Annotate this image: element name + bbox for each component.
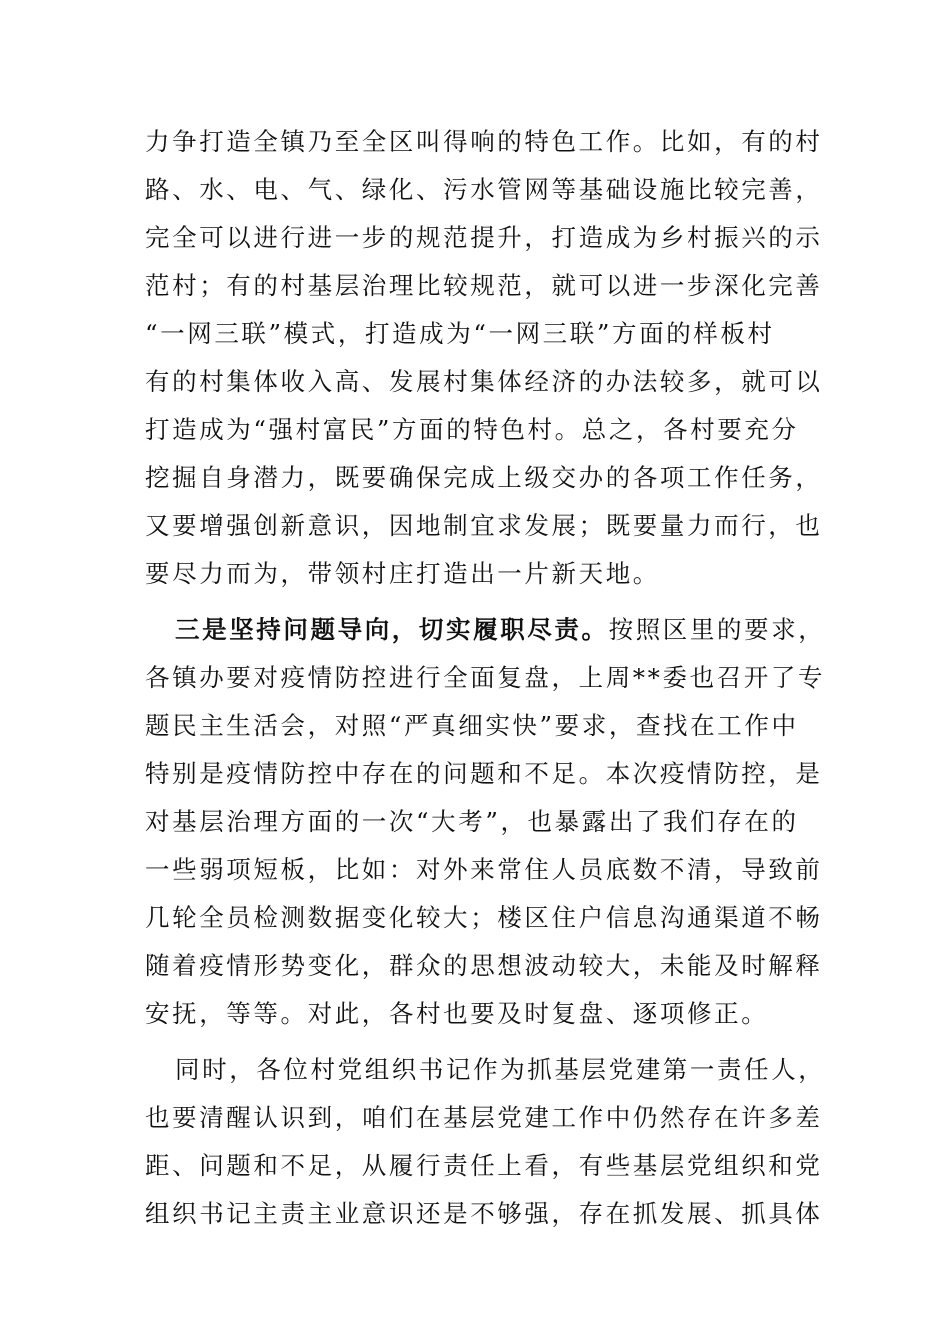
text-line: 特别是疫情防控中存在的问题和不足。本次疫情防控，是 <box>145 759 823 788</box>
paragraph-3 <box>145 1046 826 1238</box>
text-line: 随着疫情形势变化，群众的思想波动较大，未能及时解释 <box>145 951 823 980</box>
text-line: 安抚，等等。对此，各村也要及时复盘、逐项修正。 <box>145 999 769 1028</box>
text-line: 打造成为“强村富民”方面的特色村。总之，各村要充分 <box>145 415 799 444</box>
text-line: 几轮全员检测数据变化较大；楼区住户信息沟通渠道不畅 <box>145 903 823 932</box>
text-line: 范村；有的村基层治理比较规范，就可以进一步深化完善 <box>145 271 823 300</box>
text-line: 各镇办要对疫情防控进行全面复盘，上周**委也召开了专 <box>145 663 826 692</box>
text-line: 挖掘自身潜力，既要确保完成上级交办的各项工作任务， <box>145 463 823 492</box>
text-line: 题民主生活会，对照“严真细实快”要求，查找在工作中 <box>145 711 799 740</box>
text-line: 有的村集体收入高、发展村集体经济的办法较多，就可以 <box>145 367 823 396</box>
text-line: 力争打造全镇乃至全区叫得响的特色工作。比如，有的村 <box>145 127 823 156</box>
text-line: 要尽力而为，带领村庄打造出一片新天地。 <box>145 559 660 588</box>
paragraph-1 <box>145 118 823 598</box>
text-line: 又要增强创新意识，因地制宜求发展；既要量力而行，也 <box>145 511 823 540</box>
paragraph-first-line: 同时，各位村党组织书记作为抓基层党建第一责任人， <box>175 1055 826 1084</box>
text-line: 对基层治理方面的一次“大考”，也暴露出了我们存在的 <box>145 807 799 836</box>
paragraph-first-line <box>145 606 826 654</box>
text-line: 距、问题和不足，从履行责任上看，有些基层党组织和党 <box>145 1151 823 1180</box>
body-text <box>145 118 826 1238</box>
paragraph-2 <box>145 606 826 1038</box>
text-line: 也要清醒认识到，咱们在基层党建工作中仍然存在许多差 <box>145 1103 823 1132</box>
text-line: “一网三联”模式，打造成为“一网三联”方面的样板村 <box>145 319 775 348</box>
text-line: 组织书记主责主业意识还是不够强，存在抓发展、抓具体 <box>145 1199 823 1228</box>
text-line: 一些弱项短板，比如：对外来常住人员底数不清，导致前 <box>145 855 823 884</box>
text-line: 路、水、电、气、绿化、污水管网等基础设施比较完善， <box>145 175 823 204</box>
section-heading: 三是坚持问题导向，切实履职尽责。 <box>175 615 609 644</box>
text-line: 完全可以进行进一步的规范提升，打造成为乡村振兴的示 <box>145 223 823 252</box>
text-span: 按照区里的要求， <box>608 615 826 644</box>
